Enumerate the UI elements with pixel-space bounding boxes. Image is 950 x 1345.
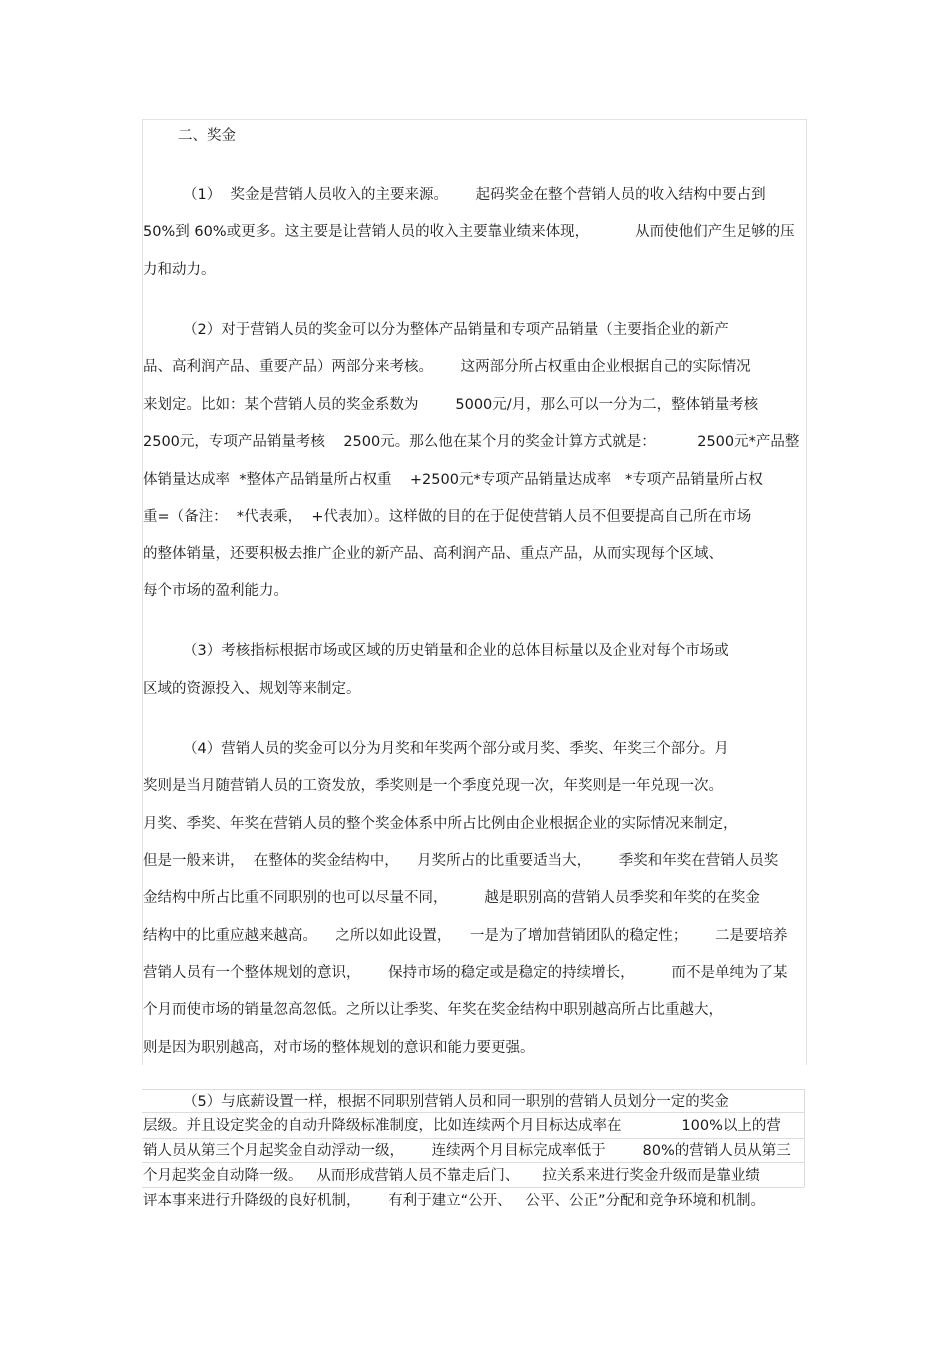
paragraph-line: （4）营销人员的奖金可以分为月奖和年奖两个部分或月奖、季奖、年奖三个部分。月 xyxy=(183,741,729,757)
paragraph-line: 营销人员有一个整体规划的意识， 保持市场的稳定或是稳定的持续增长， 而不是单纯为了某 xyxy=(143,965,788,981)
paragraph-line: 评本事来进行升降级的良好机制， 有利于建立“公开、 公平、公正”分配和竞争环境和机制。 xyxy=(143,1193,766,1209)
paragraph-line: （2）对于营销人员的奖金可以分为整体产品销量和专项产品销量（主要指企业的新产 xyxy=(183,322,729,338)
paragraph-line: 体销量达成率 *整体产品销量所占权重 +2500元*专项产品销量达成率 *专项产品销量所占权 xyxy=(143,472,763,488)
section-heading: 二、奖金 xyxy=(178,128,236,144)
paragraph-line: 个月而使市场的销量忽高忽低。之所以让季奖、年奖在奖金结构中职别越高所占比重越大， xyxy=(143,1002,723,1018)
paragraph-line: 力和动力。 xyxy=(143,262,216,278)
paragraph-line: 层级。并且设定奖金的自动升降级标准制度，比如连续两个月目标达成率在 100%以上的营 xyxy=(143,1118,781,1134)
page-frame-right-border xyxy=(806,119,807,1065)
paragraph-line: 品、高利润产品、重要产品）两部分来考核。 这两部分所占权重由企业根据自己的实际情况 xyxy=(143,359,751,375)
row-border xyxy=(142,1089,804,1090)
row-border xyxy=(142,1162,804,1163)
paragraph-line: 月奖、季奖、年奖在营销人员的整个奖金体系中所占比例由企业根据企业的实际情况来制定， xyxy=(143,816,738,832)
paragraph-line: 每个市场的盈利能力。 xyxy=(143,583,288,599)
paragraph-line: 的整体销量，还要积极去推广企业的新产品、高利润产品、重点产品，从而实现每个区域、 xyxy=(143,546,723,562)
page-frame-top-border xyxy=(142,119,807,120)
paragraph-line: 金结构中所占比重不同职别的也可以尽量不同， 越是职别高的营销人员季奖和年奖的在奖金 xyxy=(143,890,760,906)
paragraph-line: 50%到 60%或更多。这主要是让营销人员的收入主要靠业绩来体现， 从而使他们产生足够的压 xyxy=(143,224,795,240)
paragraph-line: 销人员从第三个月起奖金自动浮动一级， 连续两个月目标完成率低于 80%的营销人员从第三 xyxy=(143,1143,791,1159)
paragraph-line: 2500元，专项产品销量考核 2500元。那么他在某个月的奖金计算方式就是： 2500元*产品整 xyxy=(143,434,800,450)
paragraph-line: （1） 奖金是营销人员收入的主要来源。 起码奖金在整个营销人员的收入结构中要占到 xyxy=(183,187,766,203)
paragraph-line: 但是一般来讲， 在整体的奖金结构中， 月奖所占的比重要适当大， 季奖和年奖在营销人员奖 xyxy=(143,853,779,869)
paragraph-line: 区域的资源投入、规划等来制定。 xyxy=(143,681,361,697)
row-border xyxy=(142,1138,804,1139)
paragraph-line: 个月起奖金自动降一级。 从而形成营销人员不靠走后门、 拉关系来进行奖金升级而是靠业绩 xyxy=(143,1168,760,1184)
row-border-right xyxy=(804,1089,805,1187)
paragraph-line: 结构中的比重应越来越高。 之所以如此设置， 一是为了增加营销团队的稳定性； 二是要培养 xyxy=(143,928,788,944)
paragraph-line: 则是因为职别越高，对市场的整体规划的意识和能力要更强。 xyxy=(143,1040,535,1056)
row-border xyxy=(142,1112,804,1113)
paragraph-line: 重=（备注： *代表乘， +代表加）。这样做的目的在于促使营销人员不但要提高自己所在市场 xyxy=(143,509,752,525)
row-border xyxy=(142,1187,804,1188)
paragraph-line: （5）与底薪设置一样，根据不同职别营销人员和同一职别的营销人员划分一定的奖金 xyxy=(183,1094,729,1110)
paragraph-line: 奖则是当月随营销人员的工资发放，季奖则是一个季度兑现一次，年奖则是一年兑现一次。 xyxy=(143,778,723,794)
paragraph-line: （3）考核指标根据市场或区域的历史销量和企业的总体目标量以及企业对每个市场或 xyxy=(183,643,729,659)
paragraph-line: 来划定。比如：某个营销人员的奖金系数为 5000元/月，那么可以一分为二，整体销量考核 xyxy=(143,397,759,413)
